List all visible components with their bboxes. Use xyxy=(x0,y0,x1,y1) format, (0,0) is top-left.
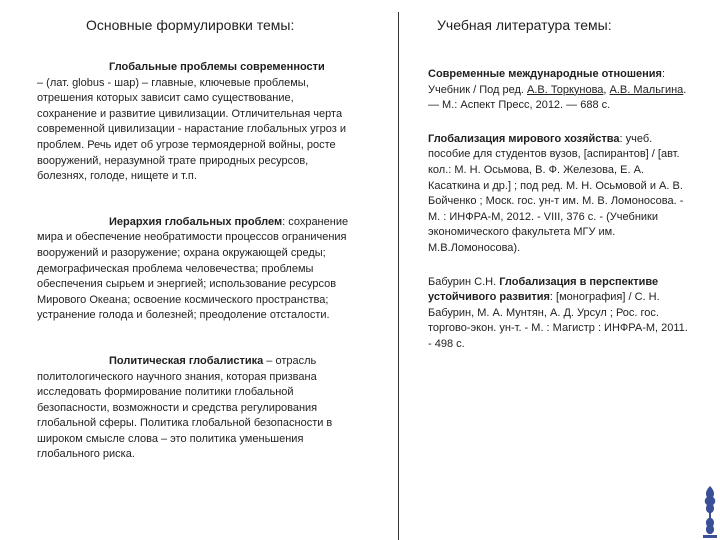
definition-political-globalistics xyxy=(37,354,355,463)
definition-hierarchy xyxy=(37,215,355,324)
reference-1-editor-link-malgin[interactable]: А.В. Мальгина xyxy=(609,83,684,96)
reference-2-text: : учеб. пособие для студентов вузов, [аспирантов] / [авт. кол.: М. Н. Осьмова, В. Ф. Железова, Е. А. Касаткина и др.] ; под ред. М. Н. Осьмовой и А. В. Бойченко ; Моск. гос. ун-т им. М. В. Ломоносова. - М. : ИНФРА-М, 2012. - VIII, 376 с. - (Учебники экономического факультета МГУ им. М.В.Ломоносова). xyxy=(428,132,684,254)
left-heading: Основные формулировки темы: xyxy=(86,17,295,33)
definition-global-problems-text: – (лат. globus - шар) – главные, ключевые проблемы, отрешения которых зависит само существование, сохранение и развитие цивилизации. Отличительная черта современной цивилизации - нарастание глобальных угроз и проблем. Речь идет об угрозе термоядерной войны, росте вооружений, неразумной трате природных ресурсов, болезнях, голоде, нищете и т.п. xyxy=(37,76,346,183)
reference-3 xyxy=(428,275,690,353)
reference-2 xyxy=(428,132,690,257)
definition-global-problems xyxy=(37,60,355,185)
column-divider xyxy=(398,12,399,540)
reference-3-author: Бабурин С.Н. xyxy=(428,275,500,288)
definition-political-globalistics-text: – отрасль политологического научного знания, которая призвана исследовать формирование политики глобальной безопасности, возможности и средства регулирования глобальной сферы. Политика глобальной безопасности в широком смысле слова – это политика уменьшения глобального риска. xyxy=(37,354,333,461)
university-emblem-icon xyxy=(700,484,720,540)
reference-1-text: : Учебник / Под ред. xyxy=(428,68,665,96)
right-heading: Учебная литература темы: xyxy=(437,17,612,33)
reference-1-separator: , xyxy=(603,83,610,96)
reference-1 xyxy=(428,67,690,114)
reference-1-title: Современные международные отношения xyxy=(428,68,662,80)
left-column xyxy=(37,60,355,493)
reference-3-title: Глобализация в перспективе устойчивого развития xyxy=(428,275,659,304)
reference-3-text: : [монография] / С. Н. Бабурин, М. А. Мунтян, А. Д. Урсул ; Рос. гос. торгово-экон. ун-т. - М. : Магистр : ИНФРА-М, 2011. - 498 с. xyxy=(428,291,688,350)
term-hierarchy: Иерархия глобальных проблем xyxy=(109,215,283,228)
reference-1-editor-link-torkunov[interactable]: А.В. Торкунова xyxy=(527,83,604,96)
definition-hierarchy-text: : сохранение мира и обеспечение необратимости процессов ограничения вооружений и разоружение; охрана окружающей среды; демографическая проблема человечества; проблемы обеспечения сырьем и энергией; использование ресурсов Мирового Океана; освоение космического пространства; устранение голода и болезней; преодоление отсталости. xyxy=(37,215,349,322)
right-column xyxy=(428,67,690,371)
term-global-problems: Глобальные проблемы современности xyxy=(109,61,325,73)
term-political-globalistics: Политическая глобалистика xyxy=(109,354,264,367)
reference-2-title: Глобализация мирового хозяйства xyxy=(428,132,620,145)
reference-1-publisher: . — М.: Аспект Пресс, 2012. — 688 с. xyxy=(428,83,687,112)
